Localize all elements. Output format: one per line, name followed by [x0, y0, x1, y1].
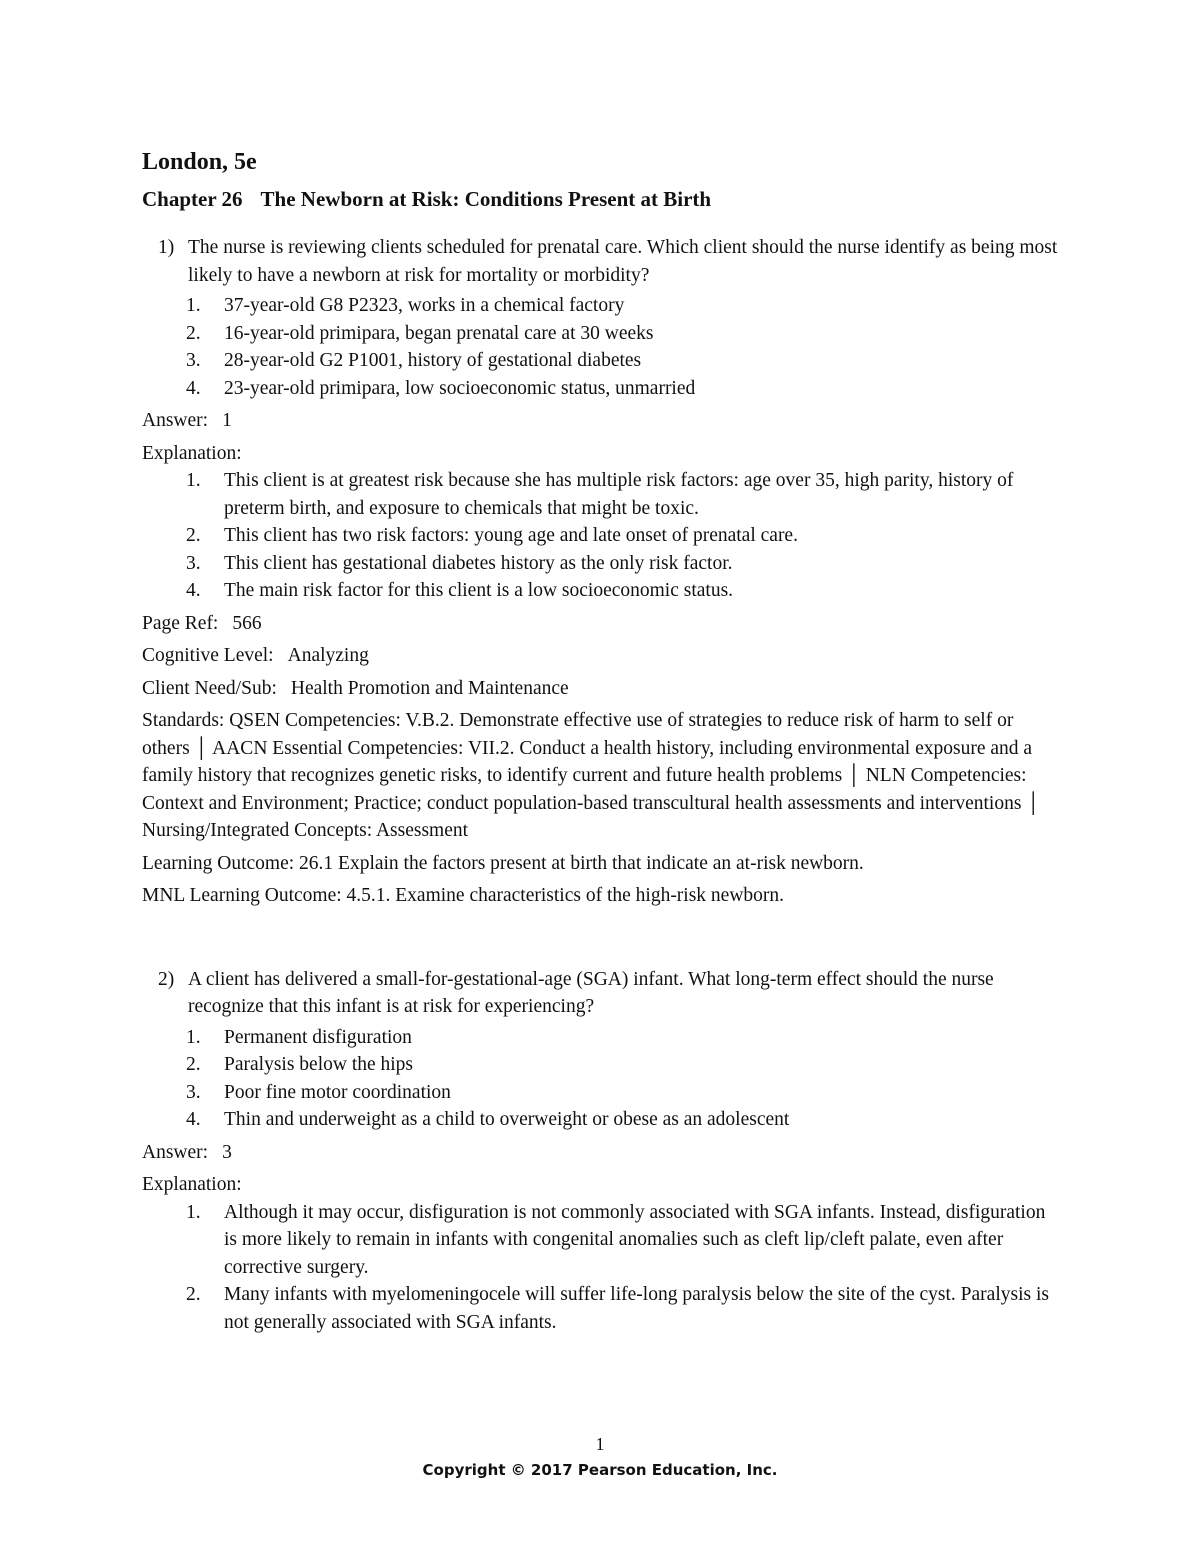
explanation-text: The main risk factor for this client is a low socioeconomic status.: [224, 580, 734, 601]
cognitive-level-label: Cognitive Level:: [142, 645, 274, 666]
option-item: [142, 292, 1062, 320]
option-number: 3.: [186, 1081, 201, 1103]
answer-value: 1: [222, 410, 232, 431]
option-item: [142, 1024, 1062, 1052]
page-ref-value: 566: [232, 612, 262, 634]
option-text: Thin and underweight as a child to overweight or obese as an adolescent: [224, 1109, 790, 1130]
client-need-label: Client Need/Sub:: [142, 677, 277, 699]
explanation-text: This client has two risk factors: young age and late onset of prenatal care.: [224, 525, 798, 546]
explanation-item: [142, 1199, 1062, 1282]
option-text: Paralysis below the hips: [224, 1054, 414, 1075]
explanation-item: [142, 467, 1062, 522]
question-number: 1): [158, 237, 175, 258]
option-item: [142, 1079, 1062, 1107]
question-1: [142, 234, 1062, 910]
explanation-list: [142, 467, 1062, 605]
standards-text: Standards: QSEN Competencies: V.B.2. Demonstrate effective use of strategies to reduce risk of harm to self or others │ AACN Essential Competencies: VII.2. Conduct a health history, including environmental exposure and a family history that recognizes genetic risks, to identify current and future health problems │ NLN Competencies: Context and Environment; Practice; conduct population-based transcultural health assessments and interventions │ Nursing/Integrated Concepts: Assessment: [142, 710, 1041, 841]
cognitive-level-value: Analyzing: [287, 645, 369, 666]
explanation-number: 1.: [186, 1201, 201, 1223]
answer-line: [142, 407, 1062, 435]
chapter-title: The Newborn at Risk: Conditions Present at Birth: [260, 187, 712, 211]
question-text: The nurse is reviewing clients scheduled for prenatal care. Which client should the nurse identify as being most likely to have a newborn at risk for mortality or morbidity?: [188, 237, 1058, 286]
option-item: [142, 320, 1062, 348]
option-text: 28-year-old G2 P1001, history of gestational diabetes: [224, 350, 642, 371]
learning-outcome: Learning Outcome: 26.1 Explain the factors present at birth that indicate an at-risk newborn.: [142, 852, 864, 874]
book-title: London, 5e: [142, 149, 257, 175]
answer-label: Answer:: [142, 1141, 209, 1163]
question-number: 2): [158, 968, 175, 990]
option-text: 16-year-old primipara, began prenatal care at 30 weeks: [224, 322, 654, 344]
question-2: [142, 966, 1062, 1337]
page-number: 1: [595, 1434, 605, 1454]
question-text: A client has delivered a small-for-gestational-age (SGA) infant. What long-term effect should the nurse recognize that this infant is at risk for experiencing?: [188, 968, 994, 1017]
question-stem: [142, 966, 1062, 1021]
answer-label: Answer:: [142, 410, 209, 431]
explanation-label: Explanation:: [142, 1174, 242, 1195]
answer-options: [142, 292, 1062, 402]
answer-options: [142, 1024, 1062, 1134]
option-number: 1.: [186, 1026, 201, 1048]
explanation-text: This client has gestational diabetes history as the only risk factor.: [224, 552, 733, 574]
explanation-label: Explanation:: [142, 442, 242, 464]
client-need-line: [142, 675, 1062, 703]
explanation-number: 3.: [186, 552, 201, 574]
question-spacer: [142, 910, 1062, 966]
option-number: 3.: [186, 350, 201, 371]
page-ref-label: Page Ref:: [142, 612, 219, 634]
question-stem: [142, 234, 1062, 289]
page-content: [142, 146, 1062, 1339]
option-item: [142, 1051, 1062, 1079]
explanation-item: [142, 522, 1062, 550]
explanation-item: [142, 577, 1062, 605]
explanation-number: 2.: [186, 525, 201, 546]
explanation-number: 2.: [186, 1284, 201, 1305]
option-text: Permanent disfiguration: [224, 1026, 412, 1048]
option-text: 23-year-old primipara, low socioeconomic status, unmarried: [224, 377, 696, 399]
explanation-text: This client is at greatest risk because she has multiple risk factors: age over 35, high parity, history of preterm birth, and exposure to chemicals that might be toxic.: [224, 470, 1014, 519]
option-number: 2.: [186, 1054, 201, 1075]
option-item: [142, 1106, 1062, 1134]
cognitive-level-line: [142, 642, 1062, 670]
explanation-text: Many infants with myelomeningocele will suffer life-long paralysis below the site of the cyst. Paralysis is not generally associated with SGA infants.: [224, 1284, 1049, 1333]
client-need-value: Health Promotion and Maintenance: [290, 677, 569, 699]
explanation-item: [142, 1281, 1062, 1336]
explanation-text: Although it may occur, disfiguration is not commonly associated with SGA infants. Instead, disfiguration is more likely to remain in infants with congenital anomalies such as cleft lip/cleft palate, even after corrective surgery.: [224, 1201, 1046, 1278]
option-number: 4.: [186, 377, 201, 399]
option-number: 2.: [186, 322, 201, 344]
option-text: Poor fine motor coordination: [224, 1081, 451, 1103]
option-number: 1.: [186, 295, 201, 316]
explanation-item: [142, 550, 1062, 578]
explanation-number: 4.: [186, 580, 201, 601]
option-item: [142, 375, 1062, 403]
option-item: [142, 347, 1062, 375]
option-number: 4.: [186, 1109, 201, 1130]
explanation-list: [142, 1199, 1062, 1337]
chapter-label: Chapter 26: [142, 187, 243, 211]
mnl-learning-outcome: MNL Learning Outcome: 4.5.1. Examine characteristics of the high-risk newborn.: [142, 885, 785, 906]
option-text: 37-year-old G8 P2323, works in a chemical factory: [224, 295, 625, 316]
explanation-number: 1.: [186, 470, 201, 491]
chapter-heading: [142, 184, 1062, 214]
answer-line: [142, 1139, 1062, 1167]
answer-value: 3: [222, 1141, 232, 1163]
page-ref-line: [142, 610, 1062, 638]
copyright-notice: Copyright © 2017 Pearson Education, Inc.: [422, 1461, 778, 1479]
